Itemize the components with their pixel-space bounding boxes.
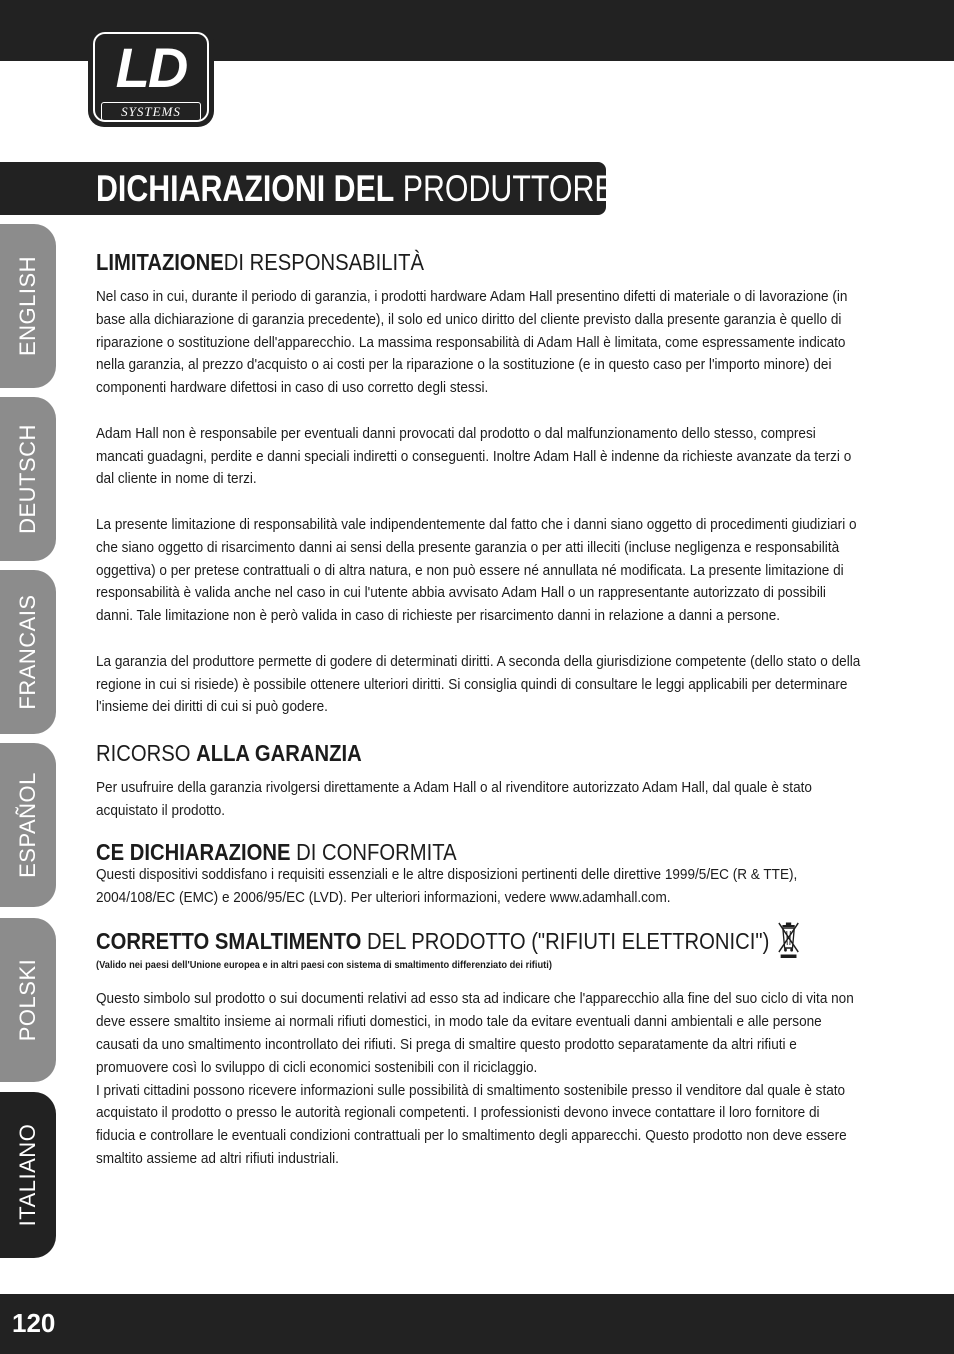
paragraph: Nel caso in cui, durante il periodo di garanzia, i prodotti hardware Adam Hall presentino difetti di materiale o di lavorazione (in base alla dichiarazione di garanzia precedente), il solo ed unico diritto del cliente previsto dalla presente garanzia è quello di riparazione o sostituzione dell'apparecchio. La massima responsabilità di Adam Hall è limitata, come espressamente indicato nella garanzia, al prezzo d'acquisto o ai costi per la riparazione o la sostituzione (e in questo caso per l'importo minore) dei componenti hardware difettosi in caso di uso corretto degli stessi.: [96, 289, 848, 397]
heading-normal: DI RESPONSABILITÀ: [223, 249, 425, 275]
heading-normal: DI CONFORMITA: [296, 838, 457, 865]
page-title-normal: PRODUTTORE:: [402, 168, 624, 209]
paragraph: Questi dispositivi soddisfano i requisiti essenziali e le altre disposizioni pertinenti delle direttive 1999/5/EC (R & TTE), 2004/108/EC (EMC) e 2006/95/EC (LVD). Per ulteriori informazioni, vedere www.adamhall.com.: [96, 866, 798, 906]
paragraph: I privati cittadini possono ricevere informazioni sulle possibilità di smaltimento sostenibile presso il venditore dal quale è stato acquistato il prodotto o presso le autorità regionali competenti. I professionisti devono invece contattare il loro fornitore di fiducia e controllare le eventuali condizioni contrattuali per lo smaltimento degli apparecchi. Questo prodotto non deve essere smaltito assieme ad altri rifiuti industriali.: [96, 1082, 847, 1167]
weee-crossed-bin-icon: [775, 919, 803, 959]
paragraph: Per usufruire della garanzia rivolgersi direttamente a Adam Hall o al rivenditore autorizzato Adam Hall, dal quale è stato acquistato il prodotto.: [96, 780, 812, 819]
tab-label: ESPAÑOL: [15, 772, 40, 878]
tab-espanol[interactable]: [0, 743, 56, 907]
ld-systems-logo: [88, 27, 214, 127]
page-number: 120: [12, 1308, 56, 1338]
section-heading-smaltimento: [96, 919, 768, 959]
page-title-bold: DICHIARAZIONI DEL: [96, 168, 395, 209]
tab-label: POLSKI: [15, 958, 40, 1042]
tab-english[interactable]: [0, 224, 56, 388]
heading-normal: RICORSO: [96, 740, 191, 767]
heading-bold: CORRETTO SMALTIMENTO: [96, 928, 362, 955]
paragraph: Adam Hall non è responsabile per eventuali danni provocati dal prodotto o dal malfunzionamento dello stesso, compresi mancati guadagni, perdite e danni speciali indiretti o conseguenti. Inoltre Adam Hall è indenne da richieste avanzate da terzi o dal cliente in nome di terzi.: [96, 425, 852, 488]
heading-bold: CE DICHIARAZIONE: [96, 838, 291, 865]
heading-bold: LIMITAZIONE: [96, 249, 224, 275]
page-title: [96, 166, 623, 212]
tab-italiano[interactable]: [0, 1092, 56, 1258]
bottom-bar: [0, 1294, 954, 1354]
heading-normal: DEL PRODOTTO ("RIFIUTI ELETTRONICI"): [366, 928, 770, 955]
logo-sub-text: SYSTEMS: [101, 102, 201, 121]
section-heading-ricorso: [96, 738, 768, 768]
tab-label: DEUTSCH: [15, 424, 40, 534]
main-content: [96, 247, 860, 1171]
section-heading-limitazione: [96, 247, 768, 277]
section-heading-ce: [96, 837, 768, 867]
validity-note: (Valido nei paesi dell'Unione europea e in altri paesi con sistema di smaltimento differenziato dei rifiuti): [96, 960, 552, 972]
tab-francais[interactable]: [0, 570, 56, 734]
tab-label: FRANCAIS: [15, 594, 40, 710]
heading-bold: ALLA GARANZIA: [196, 740, 362, 767]
tab-deutsch[interactable]: [0, 397, 56, 561]
tab-label: ENGLISH: [15, 255, 40, 357]
paragraph: La presente limitazione di responsabilità vale indipendentemente dal fatto che i danni siano oggetto di procedimenti giudiziari o che siano oggetto di risarcimento danni ai sensi della presente garanzia o per atti illeciti (incluse negligenza e responsabilità oggettiva) o per pretese contrattuali o di altra natura, e non può essere né annullata né modificata. La presente limitazione di responsabilità è valida anche nel caso in cui l'utente abbia avvisato Adam Hall o un rappresentante autorizzato di possibili danni. Tale limitazione non è però valida in caso di richieste per risarcimento danni in relazione a danni a persone.: [96, 516, 857, 625]
tab-polski[interactable]: [0, 918, 56, 1082]
paragraph: Questo simbolo sul prodotto o sui documenti relativi ad esso sta ad indicare che l'apparecchio alla fine del suo ciclo di vita non deve essere smaltito insieme ai normali rifiuti domestici, in modo tale da evitare eventuali danni ambientali e alle persone causati da uno smaltimento incontrollato dei rifiuti. Si prega di smaltire questo prodotto separatamente da altri rifiuti e promuovere così lo sviluppo di cicli economici sostenibili con il riciclaggio.: [96, 991, 854, 1076]
tab-label: ITALIANO: [15, 1123, 40, 1227]
logo-main-text: LD: [115, 36, 187, 99]
paragraph: La garanzia del produttore permette di godere di determinati diritti. A seconda della giurisdizione competente (dello stato o della regione in cui si risiede) è possibile ottenere ulteriori diritti. Si consiglia quindi di consultare le leggi applicabili per determinare l'insieme dei diritti di cui si può godere.: [96, 653, 861, 716]
